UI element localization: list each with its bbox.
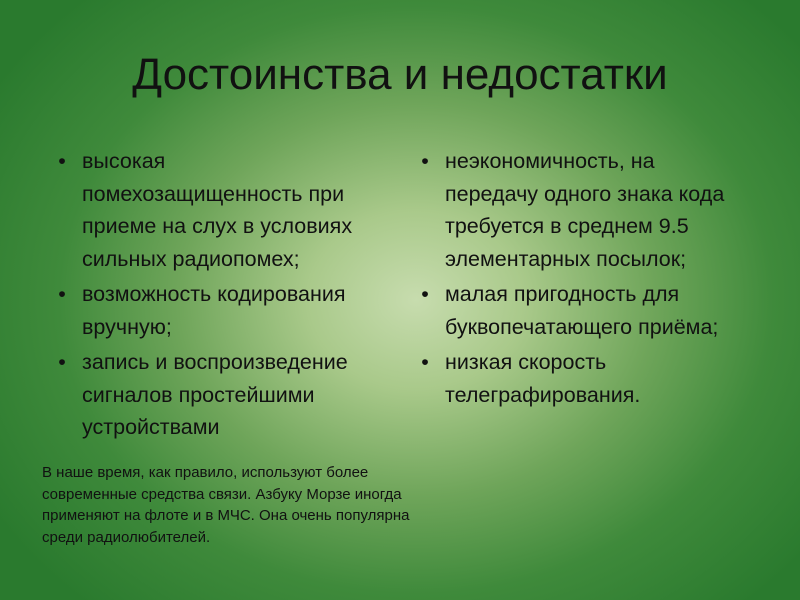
advantage-item bbox=[50, 346, 380, 444]
advantage-item bbox=[50, 145, 380, 275]
disadvantage-text: неэкономичность, на передачу одного знака кода требуется в среднем 9.5 элементарных посылок; bbox=[445, 149, 725, 271]
bullet-icon: • bbox=[58, 149, 66, 173]
disadvantages-list bbox=[413, 145, 753, 414]
bullet-icon: • bbox=[421, 149, 429, 173]
disadvantage-text: малая пригодность для буквопечатающего приёма; bbox=[445, 282, 719, 339]
advantages-list bbox=[50, 145, 380, 447]
slide-title: Достоинства и недостатки bbox=[132, 50, 668, 99]
disadvantage-text: низкая скорость телеграфирования. bbox=[445, 350, 641, 407]
advantage-text: запись и воспроизведение сигналов простейшими устройствами bbox=[82, 350, 348, 439]
bullet-icon: • bbox=[421, 282, 429, 306]
disadvantage-item bbox=[413, 278, 753, 343]
bullet-icon: • bbox=[421, 350, 429, 374]
advantage-item bbox=[50, 278, 380, 343]
footnote-text: В наше время, как правило, используют более современные средства связи. Азбуку Морзе иногда применяют на флоте и в МЧС. Она очень популярна среди радиолюбителей. bbox=[42, 464, 410, 546]
advantage-text: возможность кодирования вручную; bbox=[82, 282, 346, 339]
advantage-text: высокая помехозащищенность при приеме на слух в условиях сильных радиопомех; bbox=[82, 149, 353, 271]
bullet-icon: • bbox=[58, 282, 66, 306]
disadvantage-item bbox=[413, 346, 753, 411]
disadvantage-item bbox=[413, 145, 753, 275]
bullet-icon: • bbox=[58, 350, 66, 374]
